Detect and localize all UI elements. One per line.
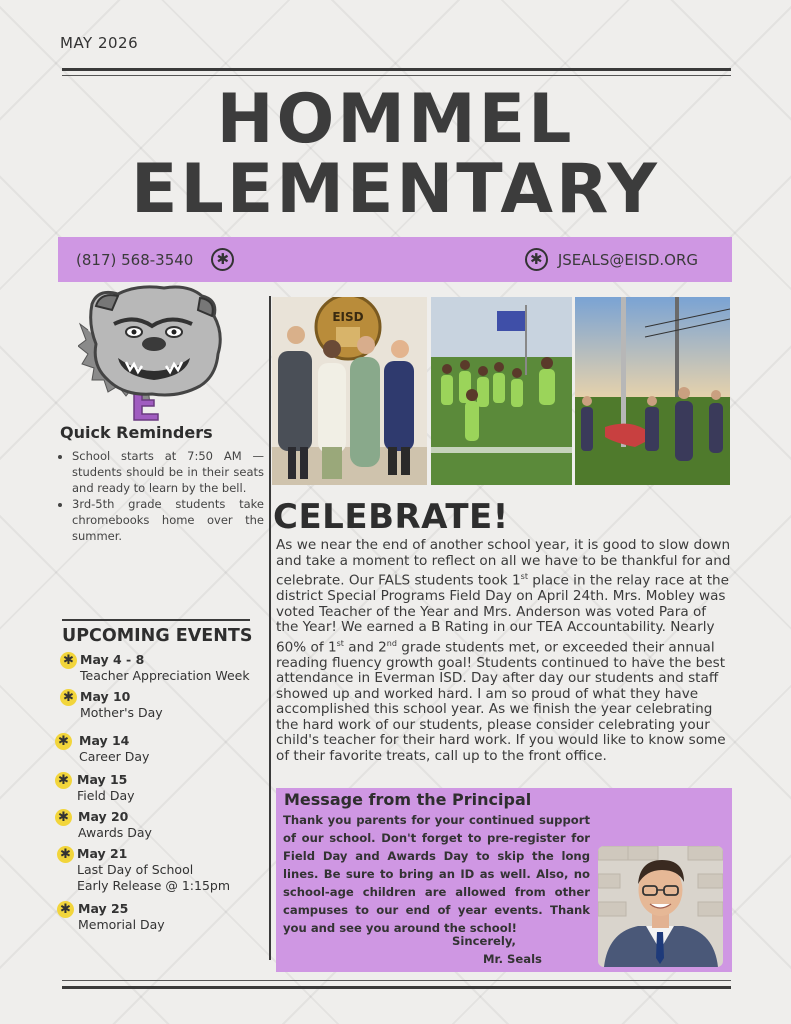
superscript: st (520, 572, 528, 581)
list-item: • School starts at 7:50 AM — students should be in their seats and ready to learn by the bell. (72, 448, 264, 496)
yellow-asterisk-icon: ✱ (55, 733, 72, 750)
event-item (80, 689, 163, 720)
principal-title: Message from the Principal (284, 790, 532, 809)
events-rule (62, 619, 250, 621)
celebrate-article (276, 538, 732, 764)
photo-staff (272, 297, 427, 485)
principal-photo (598, 846, 723, 967)
event-desc: Mother's Day (80, 705, 163, 720)
yellow-asterisk-icon: ✱ (60, 652, 77, 669)
event-date: May 21 (77, 846, 128, 861)
yellow-asterisk-icon: ✱ (57, 901, 74, 918)
event-item (77, 772, 135, 803)
top-rule-thin (62, 75, 731, 76)
event-desc: Awards Day (78, 825, 152, 840)
yellow-asterisk-icon: ✱ (60, 689, 77, 706)
photo-field-day (431, 297, 572, 485)
reminders-list (58, 448, 264, 544)
principal-message: Thank you parents for your continued support of our school. Don't forget to pre-register for Field Day and Awards Day to skip the long lines. Be sure to bring an ID as well. Also, no school-age children are allowed from other campuses to our end of year events. Thank you and see you around the school! (283, 813, 590, 935)
principal-signature: Mr. Seals (483, 952, 542, 966)
photo-flag (575, 297, 730, 485)
event-date: May 4 - 8 (80, 652, 145, 667)
event-item (78, 901, 165, 932)
seal-text: EISD (332, 310, 364, 324)
article-text: and 2 (343, 639, 387, 656)
event-date: May 25 (78, 901, 129, 916)
bulldog-mascot-icon (78, 284, 226, 422)
bottom-rule (62, 986, 731, 989)
bottom-rule-thin (62, 980, 731, 981)
yellow-asterisk-icon: ✱ (55, 809, 72, 826)
superscript: nd (386, 638, 397, 648)
phone-number: (817) 568-3540 (76, 250, 194, 269)
event-desc: Field Day (77, 788, 135, 803)
issue-date: MAY 2026 (60, 34, 139, 52)
top-rule (62, 68, 731, 71)
reminders-title: Quick Reminders (60, 423, 213, 442)
event-desc-2: Early Release @ 1:15pm (77, 878, 231, 893)
celebrate-title: CELEBRATE! (273, 497, 509, 537)
event-desc: Last Day of School (77, 862, 194, 877)
masthead-line-2: ELEMENTARY (131, 150, 660, 229)
yellow-asterisk-icon: ✱ (55, 772, 72, 789)
superscript: st (336, 638, 344, 648)
events-title: UPCOMING EVENTS (62, 626, 253, 646)
event-date: May 20 (78, 809, 129, 824)
article-text: grade students met, or exceeded their annual reading fluency growth goal! Students continued to have the best attendance in Everman ISD. Day after day our students and staff showed up and worked hard. I am so proud of what they have accomplished this school year. As we finish the year celebrating the hard work of our students, please consider celebrating your child's teacher for their hard work. If you would like to know some of their favorite treats, call up to the front office. (276, 639, 726, 764)
article-text: place in the relay race at the district Special Programs Field Day on April 24th. Mrs. Mobley was voted Teacher of the Year and Mrs. Anderson was voted Para of the Year! We earned a B Rating in our TEA Accountability. Nearly 60% of 1 (276, 572, 730, 656)
event-desc: Memorial Day (78, 917, 165, 932)
column-divider (269, 296, 271, 960)
event-date: May 14 (79, 733, 130, 748)
event-desc: Career Day (79, 749, 150, 764)
event-date: May 10 (80, 689, 131, 704)
principal-closing: Sincerely, (452, 934, 516, 948)
list-item: • 3rd-5th grade students take chromebooks home over the summer. (72, 496, 264, 544)
event-item (77, 846, 230, 893)
masthead-line-1: HOMMEL (216, 80, 575, 159)
event-desc: Teacher Appreciation Week (80, 668, 250, 683)
event-date: May 15 (77, 772, 128, 787)
article-text: As we near the end of another school year, it is good to slow down and take a moment to reflect on all we have to be thankful for and celebrate. Our FALS students took 1 (276, 537, 731, 589)
event-item (80, 652, 250, 683)
event-item (78, 809, 152, 840)
asterisk-circle-icon: ✱ (211, 248, 234, 271)
asterisk-circle-icon: ✱ (525, 248, 548, 271)
contact-bar (58, 237, 732, 282)
yellow-asterisk-icon: ✱ (57, 846, 74, 863)
email-address: JSEALS@EISD.ORG (557, 250, 698, 269)
event-item (79, 733, 149, 764)
